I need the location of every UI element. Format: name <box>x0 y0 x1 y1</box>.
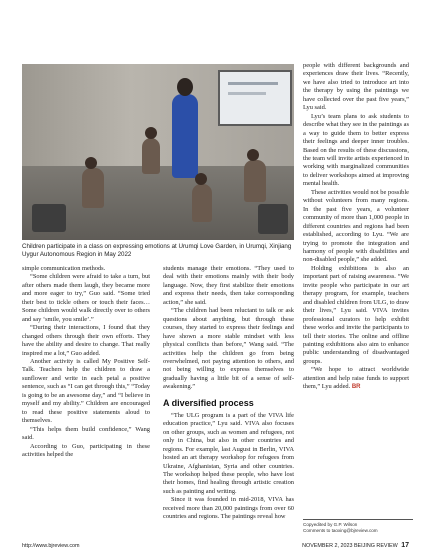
paragraph: “During their interactions, I found that they changed others through their own efforts. They have the ability and desire to change. That really inspired me a lot,” Guo added. <box>22 324 150 357</box>
copyedit-credit: Copyedited by G.P. Wilson <box>303 522 358 527</box>
paragraph: “We hope to attract worldwide attention and help raise funds to support them,” Lyu added. BR <box>303 366 409 391</box>
photo-child <box>244 160 266 202</box>
section-subhead: A diversified process <box>163 397 254 408</box>
end-mark: BR <box>351 384 361 391</box>
article-column-right <box>303 62 409 392</box>
footer-issue <box>302 542 409 549</box>
photo-child <box>142 138 160 174</box>
paragraph: students manage their emotions. “They used to deal with their emotions mainly with their body language. Now, they first stabilize their emotions and express their needs, then take corresponding action,” she said. <box>163 265 294 306</box>
article-column-left <box>22 265 150 459</box>
paragraph: Holding exhibitions is also an important part of raising awareness. “We invite people who participate in our art therapy program, for example, teachers and disabled children from ULG, to draw their lives,” Lyu said. VIVA invites professional curators to help exhibit these works and invite the participants to tell their stories. The online and offline painting exhibitions also aim to enhance public understanding of disadvantaged groups. <box>303 264 409 365</box>
paragraph: “The ULG program is a part of the VIVA life education practice,” Lyu said. VIVA also focuses on other groups, such as women and refugees, not only in China, but also in other countries and regions. For example, last August in Berlin, VIVA hosted an art therapy workshop for refugees from Ukraine, Afghanistan, Syria and other countries. The workshop helped these people, who have lost their homes, find healing through artistic creation such as painting and writing. <box>163 411 294 495</box>
photo-chair <box>32 204 66 232</box>
paragraph: Another activity is called My Positive Self-Talk. Teachers help the children to draw a sunflower and write in each petal a positive sentence, such as “I can get through this,” “Today is going to be an awesome day,” and “I believe in myself and my ability.” Children are encouraged to read these positive statements aloud to themselves. <box>22 357 150 425</box>
column-middle-body <box>163 412 294 522</box>
paragraph: simple communication methods. <box>22 265 106 272</box>
photo-screen <box>218 70 292 126</box>
paragraph: “The children had been reluctant to talk or ask questions about anything, but through these courses, they started to express their feelings and have shown a more stable mindset with less physical conflicts than before,” Wang said. “The activities help the children go from being overwhelmed, not paying attention to others, and not being willing to express themselves to gradually having a little bit of a sense of self-awakening.” <box>163 307 294 391</box>
photo-child <box>192 184 212 222</box>
column-middle-intro <box>163 265 294 392</box>
paragraph: According to Guo, participating in these activities helped the <box>22 442 150 458</box>
photo-teacher <box>172 94 198 178</box>
footer-url[interactable]: http://www.bjreview.com <box>22 543 80 549</box>
article-photo <box>22 64 294 240</box>
photo-caption: Children participate in a class on expressing emotions at Urumqi Love Garden, in Urumqi, Xinjiang Uygur Autonomous Region in May 2022 <box>22 243 292 259</box>
paragraph: Since it was founded in mid-2018, VIVA has received more than 20,000 paintings from over 60 countries and regions. The paintings reveal how <box>163 496 294 521</box>
copyright-note <box>303 519 413 533</box>
paragraph: Lyu’s team plans to ask students to describe what they see in the paintings as a way to guide them to better express their feelings and deeper inner troubles. Based on the results of these discussions, the team will invite artists experienced in working with marginalized communities to deliver workshops aimed at improving mental health. <box>303 112 409 188</box>
photo-child <box>82 168 104 208</box>
paragraph: “This helps them build confidence,” Wang said. <box>22 425 150 442</box>
photo-chair <box>258 204 288 234</box>
issue-label: NOVEMBER 2, 2023 BEIJING REVIEW <box>302 543 398 549</box>
comments-contact: Comments to taoxing@bjreview.com <box>303 527 378 533</box>
article-column-middle <box>163 265 294 522</box>
paragraph: people with different backgrounds and experiences draw their lives. “Recently, we have also tried to introduce art into the therapy by using the paintings we have collected over the past five years,” Lyu said. <box>303 62 409 112</box>
paragraph: These activities would not be possible without volunteers from many regions. In the past five years, a volunteer community of more than 1,000 people in different countries and regions had been established, according to Lyu. “We are trying to promote the integration and harmony of people with disabilities and non-disabled people,” she added. <box>303 188 409 264</box>
column-right-body <box>303 62 409 392</box>
paragraph: “Some children were afraid to take a turn, but after others made them laugh, they became more and more eager to try,” Guo said. “Some tried their best to tickle others or touch their faces… Some children would walk directly over to others and say ‘smile, you smile’.” <box>22 273 150 323</box>
page-number: 17 <box>401 542 409 549</box>
